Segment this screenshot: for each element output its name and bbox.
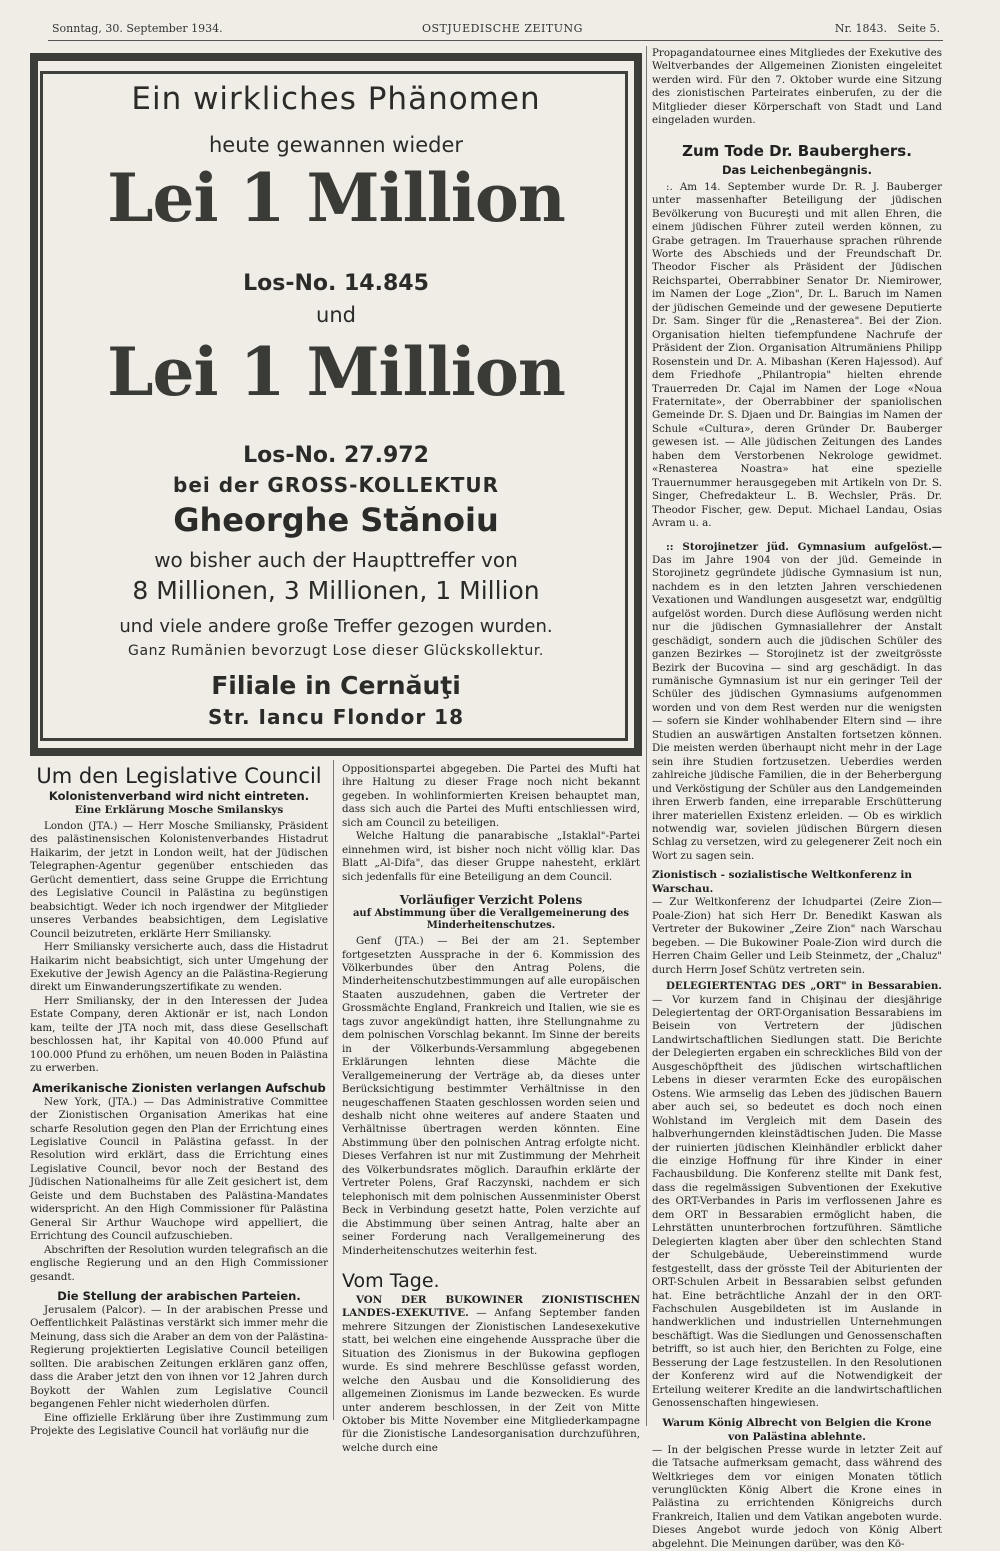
ad-subline: heute gewannen wieder [209, 133, 463, 157]
ort-body: — Vor kurzem fand in Chişinau der diesjährige Delegiertentag der ORT-Organisation Bessarabiens im Beisein von Vertretern der jüdischen Landwirtschaftlichen Siedlungen statt. Die Berichte der Delegierten ergaben ein schreckliches Bild von der Ausgeschöpftheit des jüdischen wirtschaftlichen Lebens in dieser verarmten Ecke des europäischen Ostens. Wie armselig das Leben des jüdischen Bauern aber auch sei, so bedeutet es doch noch einen Wohlstand im Vergleich mit dem Dasein des halbverhungernden kleinstädtischen Juden. Die Masse der ruinierten jüdischen Kleinhändler erblickt daher die einzige Hoffnung für ihre Kinder in einer Fachausbildung. Die Konferenz stellte mit Dank fest, dass die regelmässigen Subventionen der Exekutive des ORT-Verbandes in Paris im verflossenen Jahre es dem ORT in Bessarabien ermöglicht haben, die Lehrstätten ununterbrochen fortzuführen. Sämtliche Delegierten klagten aber über den schlechten Stand der Schulgebäude, Uebereinstimmend wurde festgestellt, dass der grösste Teil der Abiturienten der ORT-Schulen Arbeit in Bessarabien selbst gefunden hat. Eine beträchtliche Anzahl der in den ORT-Fachschulen Ausgebildeten ist im Auslande in handwerklichen und industriellen Unternehmungen beschäftigt. Was die Siedlungen und Genossenschaften betrifft, so ist auch hier, den Berichten zu Folge, eine Besserung der Lage festzustellen. In den Resolutionen der Konferenz wird auf die Notwendigkeit der Erteilung weiterer Kredite an die landwirtschaftlichen Genossenschaften hingewiesen. [652, 993, 942, 1410]
ad-border-bottom [30, 748, 642, 756]
polen-body: Genf (JTA.) — Bei der am 21. September fortgesetzten Aussprache in der 6. Kommission des Völkerbundes über den Antrag Polens, die Minderheitenschutzbestimmungen auf alle europäischen Staaten auszudehnen, gaben die Vertreter der Grossmächte England, Frankreich und Italien, wie sie es tags zuvor angekündigt hatten, ihre Stellungnahme zu dem polnischen Vorschlag bekannt. Im Sinne der bereits in der Völkerbunds-Versammlung abgegebenen Erklärungen lehnten diese Mächte die Verallgemeinerung der Verträge ab, da dieses unter Berücksichtigung bestimmter Verhältnisse in den neugeschaffenen Staaten geschlossen worden seien und deshalb nicht ohne weiteres auf andere Staaten und Verhältnisse übertragen werden könnten. Eine Abstimmung über den polnischen Antrag erfolgte nicht. Dieses Verfahren ist nur mit Zustimmung der Mehrheit des Völkerbundsrates möglich. Daraufhin erklärte der Vertreter Polens, Graf Raczynski, nachdem er sich telephonisch mit dem polnischen Aussenminister Oberst Beck in Verbindung gesetzt hatte, Polen verzichte auf die Abstimmung über seinen Antrag, halte aber an seiner Forderung nach Verallgemeinerung des Minderheitenschutzes weiterhin fest. [342, 935, 640, 1257]
baubergher-title: Zum Tode Dr. Bauberghers. [682, 141, 912, 160]
ad-border-top [30, 53, 642, 61]
legislative-subsubtitle: Eine Erklärung Mosche Smilanskys [74, 804, 284, 816]
ad-prizes: 8 Millionen, 3 Millionen, 1 Million [132, 576, 540, 605]
weltkonferenz-title: Zionistisch - sozialistische Weltkonferenz in Warschau. [652, 869, 912, 896]
legislative-paragraph-2: Herr Smiliansky versicherte auch, dass die Histadrut Haikarim nicht beabsichtigt, sich unter Umgehung der Exekutive der Jewish Agency an die Palästina-Regierung direkt um Einwanderungszertifikate zu wenden. [30, 941, 328, 994]
vom-tage-body: — Anfang September fanden mehrere Sitzungen der Zionistischen Landesexekutive statt, bei welchen eine eingehende Aussprache über die Situation des Zionismus in der Bukowina gepflogen wurde. Es sind mehrere Beschlüsse gefasst worden, welche den Ausbau und die Konsolidierung des allgemeinen Zionismus im Lande bezwecken. Es wurde unter anderem beschlossen, in der Zeit von Mitte Oktober bis Mitte November eine Mitgliederkampagne für die Zionistische Landesorganisation durchzuführen, welche durch eine [342, 1307, 640, 1454]
issue-number: Nr. 1843. [834, 22, 887, 35]
masthead: OSTJUEDISCHE ZEITUNG [422, 22, 583, 35]
arabischen-title: Die Stellung der arabischen Parteien. [57, 1288, 301, 1303]
column-right [652, 47, 942, 1551]
ad-collector-name: Gheorghe Stănoiu [173, 501, 499, 539]
storojinetz-title: :: Storojinetzer jüd. Gymnasium aufgelöst.— [666, 540, 942, 553]
lottery-advertisement [30, 53, 642, 756]
baubergher-body: :. Am 14. September wurde Dr. R. J. Bauberger unter massenhafter Beteiligung der jüdischen Bevölkerung von Bucureşti und mit allen Ehren, die einem jüdischen Führer zuteil werden können, zu Grabe getragen. Im Trauerhause sprachen rührende Worte des Abschieds und der Freundschaft Dr. Theodor Fischer als Präsident der Jüdischen Reichspartei, Oberrabbiner Senator Dr. Niemirower, im Namen der Loge „Zion", Dr. L. Baruch im Namen der jüdischen Gemeinde und der gewesene Deputierte Dr. Sam. Singer für die „Renasterea". Bei der Zion. Organisation hielten tiefempfundene Nachrufe der Präsident der Zion. Organisation Altrumäniens Philipp Rosenstein und Dr. A. Mibashan (Keren Hajessod). Auf dem Friedhofe „Philantropia" hielten ehrende Trauerreden Dr. Cajal im Namen der Loge «Noua Fraternitate», der Oberrabbiner der spaniolischen Gemeinde Dr. S. Djaen und Dr. Baingias im Namen der Schule «Cultura», deren Gründer Dr. Bauberger gewesen ist. — Alle jüdischen Zeitungen des Landes haben dem Verstorbenen Nekrologe gewidmet. «Renasterea Noastra» hat eine spezielle Trauernummer herausgegeben mit Artikeln von Dr. S. Singer, Chefredakteur L. B. Wechsler, Präs. Dr. Theodor Fischer, gew. Deput. Michael Landau, Osias Avram u. a. [652, 180, 942, 530]
ad-prize-2: Lei 1 Million [107, 333, 565, 411]
ad-other-prizes: und viele andere große Treffer gezogen wurden. [119, 616, 553, 637]
ad-slogan: Ganz Rumänien bevorzugt Lose dieser Glückskollektur. [128, 643, 544, 659]
column-rule-2 [646, 46, 647, 1426]
legislative-paragraph-1: London (JTA.) — Herr Mosche Smiliansky, Präsident des palästinensischen Kolonistenverbandes Histadrut Haikarim, der jetzt in London weilt, hat der Jüdischen Telegraphen-Agentur gegenüber entschieden das Gerücht dementiert, dass seine Gruppe die Errichtung des Legislative Council in Palästina zu begünstigen beabsichtigt. Weder ich noch irgendwer der Mitglieder unseres Verbandes beabsichtigen, dem Legislative Council beizutreten, erklärte Herr Smiliansky. [30, 820, 328, 940]
page-header [52, 22, 940, 40]
column-rule-1 [333, 760, 334, 1420]
albrecht-body: — In der belgischen Presse wurde in letzter Zeit auf die Tatsache aufmerksam gemacht, dass während des Weltkrieges dem vor einigen Monaten tötlich verunglückten König Albert die Krone eines in Palästina zu errichtenden Königreichs durch Frankreich, Italien und dem Vatikan angeboten wurde. Dieses Angebot wurde jedoch von König Albert abgelehnt. Die Meinungen darüber, was den Kö- [652, 1443, 942, 1550]
ad-headline: Ein wirkliches Phänomen [131, 81, 541, 117]
ad-history: wo bisher auch der Haupttreffer von [154, 548, 518, 572]
arabischen-paragraph-1: Jerusalem (Palcor). — In der arabischen Presse und Oeffentlichkeit Palästinas verstärkt sich immer mehr die Meinung, dass sich die Araber an dem von der Palästina-Regierung projektierten Legislative Council beteiligen sollten. Die arabischen Zeitungen erklären ganz offen, dass die Araber jetzt den von ihnen vor 12 Jahren durch Boykott der Wahlen zum Legislative Council begangenen Fehler nicht wiederholen dürfen. [30, 1303, 328, 1411]
column-left [30, 763, 328, 1438]
middle-paragraph-1: Oppositionspartei abgegeben. Die Partei des Mufti hat ihre Haltung zu dieser Frage noch nicht bekannt gegeben. In wohlinformierten Kreisen behauptet man, dass sich auch die Partei des Mufti entschliessen wird, sich am Council zu beteiligen. [342, 763, 640, 829]
baubergher-subtitle: Das Leichenbegängnis. [722, 162, 872, 177]
vom-tage-lead: VON DER BUKOWINER ZIONISTISCHEN LANDES-EXEKUTIVE. [342, 1293, 640, 1320]
ad-prize-1: Lei 1 Million [107, 159, 565, 237]
ort-title: DELEGIERTENTAG DES „ORT" in Bessarabien. [666, 980, 942, 993]
polen-title: Vorläufiger Verzicht Polens [399, 893, 583, 908]
legislative-title: Um den Legislative Council [36, 764, 322, 788]
storojinetz-body: Das im Jahre 1904 von der jüd. Gemeinde in Storojinetz gegründete jüdische Gymnasium ist nun, nachdem es in den letzten Jahren verschiedenen Vexationen und Wandlungen ausgesetzt war, endgültig aufgelöst worden. Durch diese Auflösung werden nicht nur die jüdischen Gymnasiallehrer der Anstalt geschädigt, sondern auch die jüdischen Schüler des ganzen Bezirkes — Storojinetz ist der zweitgrösste Bezirk der Bucovina — sind arg geschädigt. In das rumänische Gymnasium ist nur ein geringer Teil der Schüler des jüdischen Gymnasiums aufgenommen worden und von dem Rest werden nur die wenigsten — sofern sie Kinder wohlhabender Eltern sind — ihre Studien an auswärtigen Anstalten fortsetzen können. Die meisten werden überhaupt nicht mehr in der Lage sein ihre Studien fortzusetzen. Ueberdies werden zahlreiche jüdische Familien, die in der Beherbergung und Verköstigung der Schüler aus den Landgemeinden ihren Erwerb fanden, eine irreparable Erschütterung ihrer materiellen Existenz erleiden. — Ob es wirklich notwendig war, sovielen jüdischen Bürgern diesen Schlag zu versetzen, wird zu gelegenerer Zeit noch ein Wort zu sagen sein. [652, 553, 942, 862]
albrecht-title: Warum König Albrecht von Belgien die Krone von Palästina ablehnte. [662, 1416, 932, 1443]
amerikanische-paragraph-2: Abschriften der Resolution wurden telegrafisch an die englische Regierung und an den High Commissioner gesandt. [30, 1243, 328, 1283]
header-rule [48, 40, 943, 41]
column-middle [342, 763, 640, 1455]
amerikanische-paragraph-1: New York, (JTA.) — Das Administrative Committee der Zionistischen Organisation Amerikas hat eine scharfe Resolution gegen den Plan der Errichtung eines Legislative Council in Palästina gefasst. In der Resolution wird erklärt, dass die Errichtung eines Legislative Council, bevor noch der Bestand des Jüdischen Nationalheims für alle Zeit gesichert ist, dem Geiste und dem Buchstaben des Palästina-Mandates widerspricht. An den High Commissioner für Palästina General Sir Arthur Wauchope wird appelliert, die Errichtung des Council aufzuschieben. [30, 1095, 328, 1243]
ad-ticket-1: Los-No. 14.845 [243, 271, 429, 296]
ad-ticket-2: Los-No. 27.972 [243, 443, 429, 468]
legislative-paragraph-3: Herr Smiliansky, der in den Interessen der Judea Estate Company, deren Aktionär er ist, nach London kam, teilte der JTA noch mit, dass diese Gesellschaft beschlossen hat, ihr Kapital von 40.000 Pfund auf 100.000 Pfund zu erhöhen, um neuen Boden in Palästina zu erwerben. [30, 994, 328, 1075]
vom-tage-title: Vom Tage. [342, 1269, 440, 1292]
ad-collector-label: bei der GROSS-KOLLEKTUR [173, 473, 499, 497]
middle-paragraph-2: Welche Haltung die panarabische „Istaklal"-Partei einnehmen wird, ist bisher noch nicht völlig klar. Das Blatt „Al-Difa", das dieser Gruppe nahesteht, erklärt sich jedenfalls für eine Beteiligung an dem Council. [342, 830, 640, 883]
polen-subtitle: auf Abstimmung über die Verallgemeinerung des Minderheitenschutzes. [352, 908, 630, 932]
ad-branch: Filiale in Cernăuţi [211, 671, 461, 700]
ad-and: und [316, 303, 356, 327]
legislative-subtitle: Kolonistenverband wird nicht eintreten. [48, 789, 310, 803]
right-intro: Propagandatournee eines Mitgliedes der Exekutive des Weltverbandes der Allgemeinen Zionisten eingeleitet werden wird. Für den 7. Oktober wurde eine Sitzung des zionistischen Parteirates einberufen, zu der die Mitglieder dieser Körperschaft von Stadt und Land eingeladen wurden. [652, 47, 942, 127]
amerikanische-title: Amerikanische Zionisten verlangen Aufschub [32, 1080, 326, 1095]
arabischen-paragraph-2: Eine offizielle Erklärung über ihre Zustimmung zum Projekte des Legislative Council hat vorläufig nur die [30, 1411, 328, 1438]
page-number: Seite 5. [897, 22, 940, 35]
ad-address: Str. Iancu Flondor 18 [208, 705, 464, 729]
weltkonferenz-body: — Zur Weltkonferenz der Ichudpartei (Zeire Zion—Poale-Zion) hat sich Herr Dr. Benedikt Kaswan als Vertreter der Bukowiner „Zeire Zion" nach Warschau begeben. — Die Bukowiner Poale-Zion wird durch die Herren Chaim Geller und Leib Steinmetz, der „Chaluz" durch Herrn Josef Schütz vertreten sein. [652, 896, 942, 976]
header-date: Sonntag, 30. September 1934. [52, 22, 223, 35]
header-issue [835, 22, 940, 35]
